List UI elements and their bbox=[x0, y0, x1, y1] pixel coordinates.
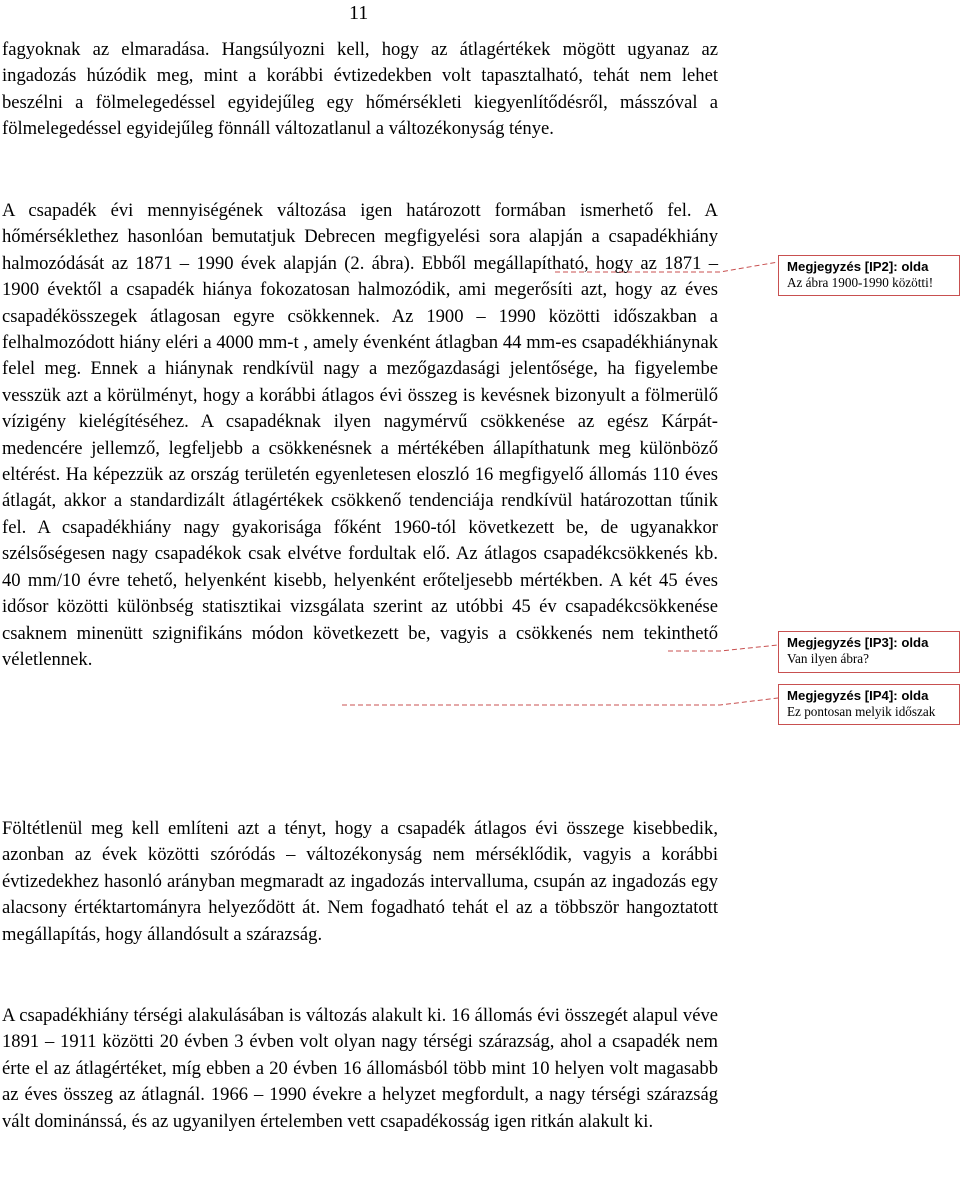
paragraph-3: Föltétlenül meg kell említeni azt a tényt, hogy a csapadék átlagos évi összege kisebbedik, azonban az évek közötti szóródás – változékonyság nem mérséklődik, vagyis a korábbi évtizedekhez hasonló arányban megmaradt az ingadozás intervalluma, csupán az ingadozás egy alacsony értéktartományra helyeződött át. Nem fogadható tehát el az a többször hangoztatott megállapítás, hogy állandósult a szárazság. bbox=[2, 818, 718, 945]
comment-header: Megjegyzés [IP3]: olda bbox=[787, 635, 929, 650]
paragraph-2: A csapadék évi mennyiségének változása igen határozott formában ismerhető fel. A hőmérséklethez hasonlóan bemutatjuk Debrecen megfigyelési sora alapján a csapadékhiány halmozódását az 1871 – 1990 évek alapján (2. ábra). Ebből megállapítható, hogy az 1871 – 1900 évektől a csapadék hiánya fokozatosan halmozódik, ami megerősíti azt, hogy az éves csapadékösszegek átlagosan egyre csökkennek. Az 1900 – 1990 közötti időszakban a felhalmozódott hiány eléri a 4000 mm-t , amely évenként átlagban 44 mm-es csapadékhiánynak felel meg. Ennek a hiánynak rendkívül nagy a mezőgazdasági jelentősége, ha figyelembe vesszük azt a körülményt, hogy a korábbi átlagos évi összeg is kevésnek bizonyult a fölmerülő vízigény kielégítéséhez. A csapadéknak ilyen nagymérvű csökkenése az egész Kárpát-medencére jellemző, legfeljebb a csökkenésnek a mértékében állapíthatunk meg különböző eltérést. Ha képezzük az ország területén egyenletesen eloszló 16 megfigyelő állomás 110 éves átlagát, akkor a standardizált átlagértékek csökkenő tendenciája rendkívül határozottan tűnik fel. A csapadékhiány nagy gyakorisága főként 1960-tól következett be, de ugyanakkor szélsőségesen nagy csapadékok csak elvétve fordultak elő. Az átlagos csapadékcsökkenés kb. 40 mm/10 évre tehető, helyenként kisebb, helyenként erőteljesebb mértékben. A két 45 éves idősor közötti különbség statisztikai vizsgálata szerint az utóbbi 45 év csapadékcsökkenése csaknem minenütt szignifikáns módon következett be, vagyis a csökkenés nem tekinthető véletlennek. bbox=[2, 200, 718, 670]
comment-text: Ez pontosan melyik időszak bbox=[787, 704, 936, 719]
comment-text: Van ilyen ábra? bbox=[787, 651, 870, 666]
paragraph-1: fagyoknak az elmaradása. Hangsúlyozni kell, hogy az átlagértékek mögött ugyanaz az ingadozás húzódik meg, mint a korábbi évtizedekben volt tapasztalható, tehát nem lehet beszélni a fölmelegedéssel egyidejűleg egy hőmérsékleti kiegyenlítődésről, másszóval a fölmelegedéssel egyidejűleg fönnáll változatlanul a változékonyság ténye. bbox=[2, 39, 718, 140]
comment-text: Az ábra 1900-1990 közötti! bbox=[787, 275, 934, 290]
comment-ip2[interactable] bbox=[778, 255, 960, 296]
comment-header: Megjegyzés [IP2]: olda bbox=[787, 259, 929, 274]
comment-ip4[interactable] bbox=[778, 684, 960, 725]
comment-connector-ip4 bbox=[342, 698, 778, 705]
page-number: 11 bbox=[349, 2, 369, 24]
comment-header: Megjegyzés [IP4]: olda bbox=[787, 688, 929, 703]
paragraph-4: A csapadékhiány térségi alakulásában is változás alakult ki. 16 állomás évi összegét alapul véve 1891 – 1911 közötti 20 évben 3 évben volt olyan nagy térségi szárazság, ahol a csapadék nem érte el az átlagértéket, míg ebben a 20 évben 16 állomásból több mint 10 helyen volt magasabb az éves összeg az átlagnál. 1966 – 1990 évekre a helyzet megfordult, a nagy térségi szárazság vált dominánssá, és az ugyanilyen értelemben vett csapadékosság igen ritkán alakult ki. bbox=[2, 1005, 718, 1132]
comment-ip3[interactable] bbox=[778, 631, 960, 673]
